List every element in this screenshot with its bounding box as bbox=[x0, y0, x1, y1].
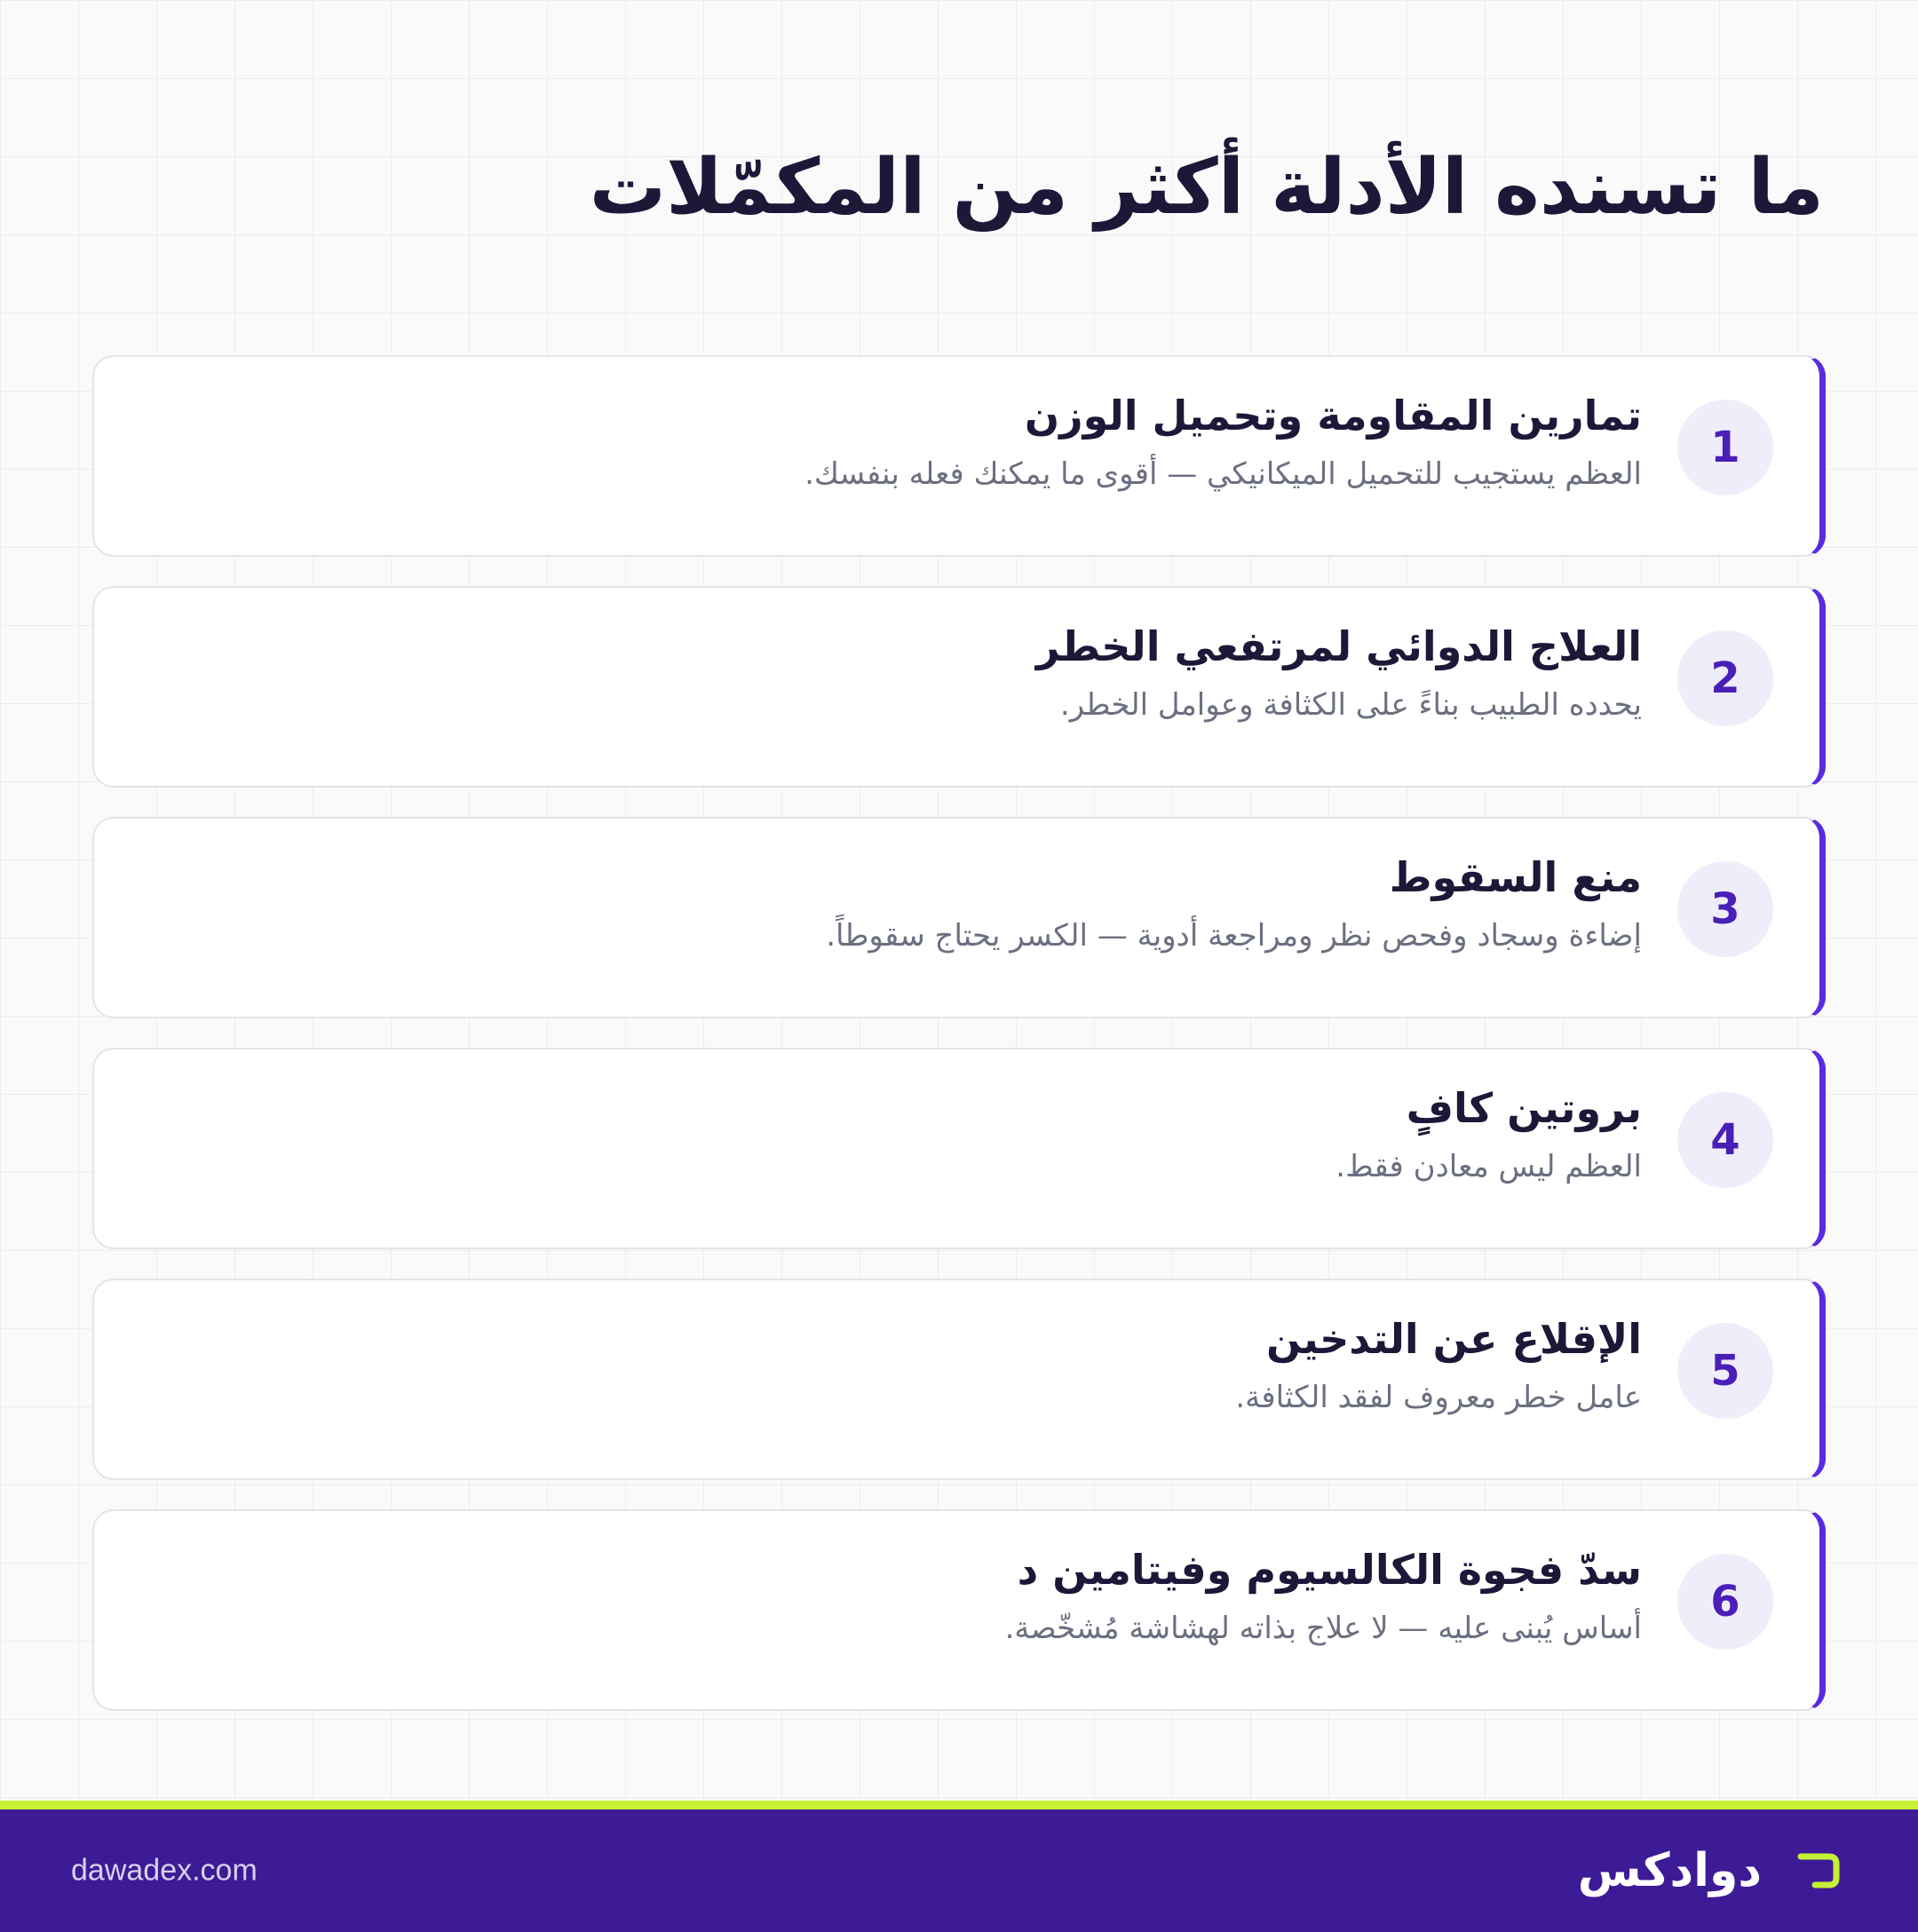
footer-bar bbox=[0, 1801, 1918, 1932]
item-number-badge: 2 bbox=[1677, 630, 1773, 726]
list-item-5 bbox=[92, 1279, 1826, 1480]
item-text bbox=[130, 1314, 1642, 1417]
item-title: بروتين كافٍ bbox=[1406, 1084, 1642, 1132]
item-description: عامل خطر معروف لفقد الكثافة. bbox=[1235, 1379, 1642, 1415]
item-description: العظم يستجيب للتحميل الميكانيكي — أقوى ما يمكنك فعله بنفسك. bbox=[804, 455, 1642, 492]
item-text bbox=[130, 1083, 1642, 1186]
item-number-badge: 1 bbox=[1677, 400, 1773, 495]
item-title: الإقلاع عن التدخين bbox=[1265, 1315, 1642, 1363]
item-text bbox=[130, 622, 1642, 724]
item-title: سدّ فجوة الكالسيوم وفيتامين د bbox=[1017, 1546, 1642, 1594]
item-number-badge: 6 bbox=[1677, 1554, 1773, 1650]
list-item-2 bbox=[92, 586, 1826, 788]
list-item-6 bbox=[92, 1509, 1826, 1711]
items-list bbox=[92, 355, 1826, 1740]
page-title: ما تسنده الأدلة أكثر من المكمّلات bbox=[589, 143, 1824, 232]
item-text bbox=[130, 391, 1642, 494]
item-number-badge: 4 bbox=[1677, 1092, 1773, 1188]
item-text bbox=[130, 852, 1642, 955]
list-item-4 bbox=[92, 1048, 1826, 1249]
brand-logo bbox=[1578, 1844, 1840, 1897]
item-title: العلاج الدوائي لمرتفعي الخطر bbox=[1035, 622, 1642, 670]
item-text bbox=[130, 1545, 1642, 1648]
list-item-1 bbox=[92, 355, 1826, 557]
website-link[interactable]: dawadex.com bbox=[71, 1853, 258, 1888]
item-number-badge: 3 bbox=[1677, 861, 1773, 957]
item-description: أساس يُبنى عليه — لا علاج بذاته لهشاشة مُشخّصة. bbox=[1004, 1610, 1642, 1646]
item-description: إضاءة وسجاد وفحص نظر ومراجعة أدوية — الكسر يحتاج سقوطاً. bbox=[826, 917, 1642, 954]
brand-name: دوادكس bbox=[1577, 1844, 1762, 1897]
item-description: العظم ليس معادن فقط. bbox=[1335, 1148, 1642, 1184]
item-title: تمارين المقاومة وتحميل الوزن bbox=[1024, 392, 1642, 439]
bracket-logo-icon bbox=[1797, 1853, 1840, 1888]
list-item-3 bbox=[92, 817, 1826, 1018]
item-title: منع السقوط bbox=[1389, 853, 1642, 901]
item-description: يحدده الطبيب بناءً على الكثافة وعوامل الخطر. bbox=[1059, 686, 1642, 723]
item-number-badge: 5 bbox=[1677, 1323, 1773, 1419]
